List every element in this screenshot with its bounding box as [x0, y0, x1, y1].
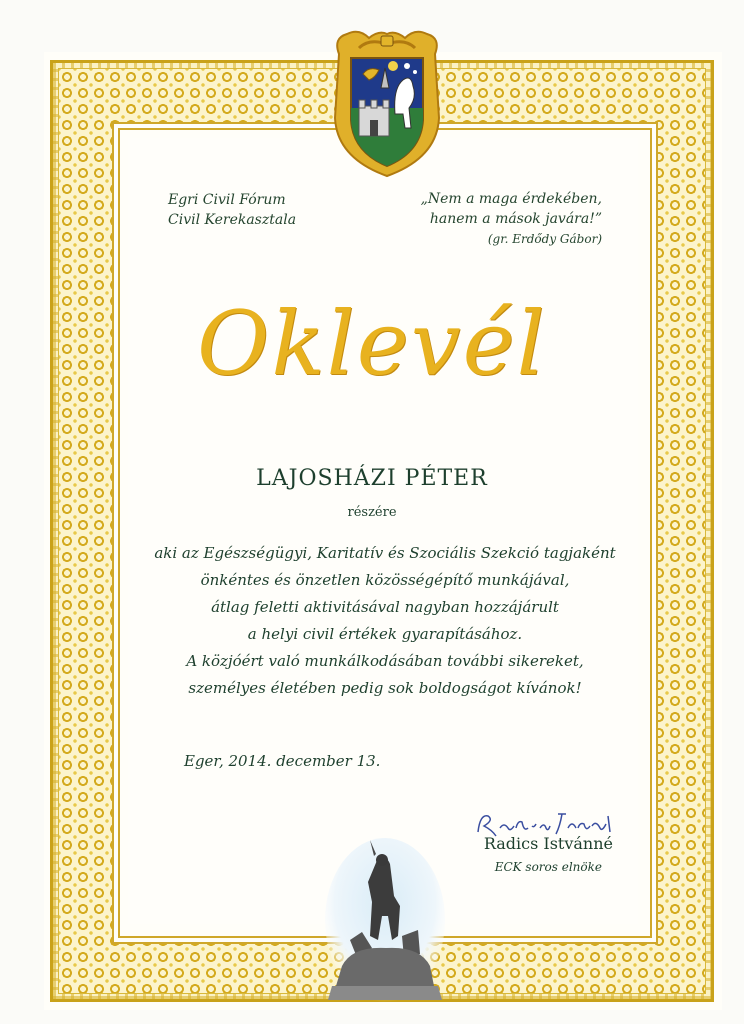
- body-line-2: önkéntes és önzetlen közösségépítő munkájával,: [200, 571, 570, 589]
- statue-icon: [322, 836, 448, 1004]
- recipient-for-label: részére: [347, 505, 397, 520]
- motto-author: (gr. Erdődy Gábor): [487, 232, 602, 246]
- signer-role: ECK soros elnöke: [494, 860, 602, 874]
- body-line-1: aki az Egészségügyi, Karitatív és Szociális Szekció tagjaként: [154, 544, 616, 562]
- body-line-4: a helyi civil értékek gyarapításához.: [247, 625, 523, 643]
- recipient-name: LAJOSHÁZI PÉTER: [256, 466, 488, 491]
- organization-name: [168, 190, 296, 230]
- motto-line-1: „Nem a maga érdekében,: [420, 191, 602, 207]
- organization-line-1: Egri Civil Fórum: [168, 192, 286, 208]
- body-line-3: átlag feletti aktivitásával nagyban hozzájárult: [211, 598, 559, 616]
- coat-of-arms-icon: [329, 28, 445, 180]
- certificate-title: Oklevél: [197, 292, 547, 395]
- motto-line-2: hanem a mások javára!”: [429, 211, 602, 227]
- organization-line-2: Civil Kerekasztala: [168, 212, 297, 228]
- place-and-date: Eger, 2014. december 13.: [184, 752, 381, 770]
- body-line-6: személyes életében pedig sok boldogságot kívánok!: [188, 679, 582, 697]
- motto-quote: [421, 189, 602, 249]
- signer-name: Radics Istvánné: [483, 834, 613, 853]
- body-line-5: A közjóért való munkálkodásában további sikereket,: [186, 652, 584, 670]
- certificate-body: [120, 540, 650, 702]
